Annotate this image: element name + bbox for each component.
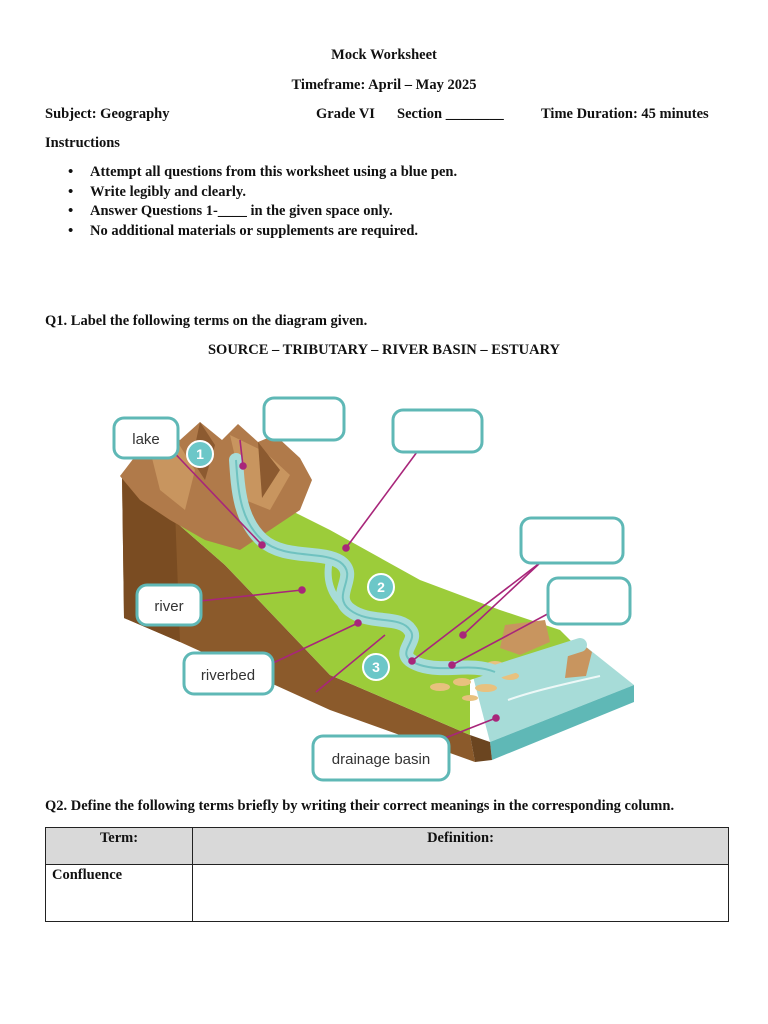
term-header: Term: bbox=[46, 828, 193, 865]
label-box-river bbox=[137, 585, 201, 625]
marker-3 bbox=[363, 654, 389, 680]
term-cell: Confluence bbox=[46, 865, 193, 922]
definitions-table bbox=[45, 827, 729, 922]
label-box-lake bbox=[114, 418, 178, 458]
table-row bbox=[46, 865, 729, 922]
label-drainage-basin: drainage basin bbox=[331, 751, 431, 768]
label-river: river bbox=[154, 598, 184, 615]
instruction-item: • No additional materials or supplements are required. bbox=[90, 222, 457, 242]
subject: Subject: Geography bbox=[45, 106, 170, 122]
label-box-riverbed bbox=[184, 653, 273, 694]
time-duration: Time Duration: 45 minutes bbox=[541, 106, 709, 122]
instruction-item: • Write legibly and clearly. bbox=[90, 183, 457, 203]
answer-box-4[interactable] bbox=[548, 578, 630, 624]
timeframe: Timeframe: April – May 2025 bbox=[291, 77, 477, 93]
instructions-heading: Instructions bbox=[45, 135, 120, 151]
marker-1 bbox=[187, 441, 213, 467]
q1-terms: SOURCE – TRIBUTARY – RIVER BASIN – ESTUARY bbox=[207, 342, 560, 358]
instruction-item: • Attempt all questions from this worksheet using a blue pen. bbox=[90, 163, 457, 183]
q1-prompt: Q1. Label the following terms on the diagram given. bbox=[45, 313, 368, 329]
instructions-list bbox=[45, 163, 457, 241]
marker-1-label: 1 bbox=[196, 446, 204, 462]
definition-header: Definition: bbox=[193, 828, 729, 865]
label-lake: lake bbox=[132, 431, 160, 448]
river-diagram bbox=[0, 380, 768, 790]
grade: Grade VI bbox=[316, 106, 375, 122]
q2-prompt: Q2. Define the following terms briefly by writing their correct meanings in the corresponding column. bbox=[45, 798, 675, 814]
answer-box-3[interactable] bbox=[521, 518, 623, 563]
label-box-drainage-basin bbox=[313, 736, 449, 780]
instruction-item: • Answer Questions 1-____ in the given space only. bbox=[90, 202, 457, 222]
label-riverbed: riverbed bbox=[200, 667, 256, 684]
definition-cell[interactable] bbox=[193, 865, 729, 922]
marker-3-label: 3 bbox=[372, 659, 380, 675]
marker-2-label: 2 bbox=[377, 579, 385, 595]
section-field: Section ________ bbox=[397, 106, 504, 122]
table-header-row bbox=[46, 828, 729, 865]
answer-box-2[interactable] bbox=[393, 410, 482, 452]
marker-2 bbox=[368, 574, 394, 600]
worksheet-title: Mock Worksheet bbox=[331, 47, 437, 63]
answer-box-1[interactable] bbox=[264, 398, 344, 440]
